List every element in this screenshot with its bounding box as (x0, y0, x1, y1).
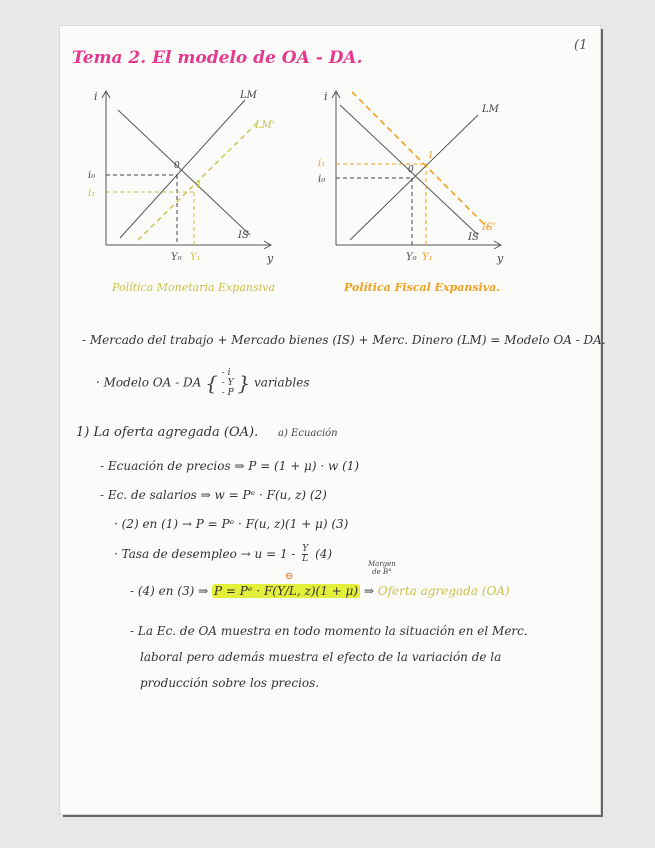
fraction (302, 545, 308, 564)
as-arrow: ⇒ (363, 584, 374, 598)
curve-lm (350, 115, 478, 240)
label-i1: i₁ (88, 188, 96, 199)
model-prefix: · Modelo OA - DA (96, 375, 202, 390)
fiscal-caption: Política Fiscal Expansiva. (344, 281, 501, 294)
fiscal-policy-chart (310, 80, 520, 270)
point-0-label: 0 (174, 161, 180, 171)
equation-wages: - Ec. de salarios ⇒ w = Pᵉ · F(u, z) (2) (100, 488, 327, 502)
label-i: i (324, 90, 328, 103)
brace-close-icon: } (237, 371, 251, 395)
curve-lm (120, 100, 245, 238)
variable-item: - Y (221, 378, 234, 388)
label-is-prime: IS' (482, 222, 496, 233)
label-i0: i₀ (318, 174, 326, 185)
label-y0: Y₀ (406, 252, 417, 263)
variable-item: - P (221, 388, 234, 398)
section-1-subheading: a) Ecuación (278, 428, 338, 439)
label-i: i (94, 90, 98, 103)
label-y: y (497, 252, 504, 265)
page-title: Tema 2. El modelo de OA - DA. (72, 48, 363, 68)
monetary-caption: Política Monetaria Expansiva (112, 281, 275, 294)
paragraph-line-2: laboral pero además muestra el efecto de la variación de la (140, 650, 502, 664)
margin-note-line-1: Margen (368, 560, 396, 568)
equation-prices: - Ecuación de precios ⇒ P = (1 + μ) · w (1) (100, 459, 360, 473)
paragraph-line-3: producción sobre los precios. (140, 676, 320, 690)
label-lm: LM (240, 90, 257, 101)
curve-is-prime (352, 92, 488, 228)
brace-icon: { (205, 371, 218, 395)
label-y1: Y₁ (422, 252, 433, 263)
label-i1: i₁ (318, 158, 326, 169)
fraction-numerator: Y (302, 544, 309, 554)
equation-unemployment (114, 545, 332, 564)
equation-substitution: · (2) en (1) → P = Pᵉ · F(u, z)(1 + μ) (3) (114, 517, 349, 531)
unemployment-suffix: (4) (315, 547, 333, 561)
section-1-heading: 1) La oferta agregada (OA). (76, 425, 259, 440)
circled-minus-icon: ⊖ (285, 571, 294, 582)
page-number: (1 (574, 38, 588, 53)
label-lm: LM (482, 104, 499, 115)
unemployment-prefix: · Tasa de desempleo → u = 1 - (114, 547, 296, 561)
point-0-label: 0 (408, 165, 414, 175)
label-y1: Y₁ (190, 252, 201, 263)
variables-list (222, 368, 234, 398)
as-equation-highlight: P = Pᵉ · F(Y/L, z)(1 + μ) (214, 584, 359, 598)
variables-suffix: variables (254, 375, 310, 390)
margin-note (368, 560, 396, 576)
equation-aggregate-supply (130, 584, 510, 598)
margin-note-line-2: de B° (372, 568, 392, 576)
variable-item: - i (221, 368, 231, 378)
as-prefix: - (4) en (3) ⇒ (130, 584, 209, 598)
label-y: y (267, 252, 274, 265)
note-line-2 (96, 368, 309, 398)
as-result: Oferta agregada (OA) (377, 584, 510, 598)
fraction-denominator: L (302, 554, 309, 564)
label-is: IS (468, 232, 479, 243)
label-is: IS (238, 230, 249, 241)
label-lm-prime: LM' (255, 120, 275, 131)
point-1-label: 1 (196, 181, 202, 191)
note-line-1: - Mercado del trabajo + Mercado bienes (IS) + Merc. Dinero (LM) = Modelo OA - DA. (82, 333, 606, 347)
paragraph-line-1: - La Ec. de OA muestra en todo momento la situación en el Merc. (130, 624, 528, 638)
label-i0: i₀ (88, 170, 96, 181)
label-y0: Y₀ (171, 252, 182, 263)
point-1-label: 1 (428, 151, 434, 161)
monetary-policy-chart (80, 80, 290, 270)
curve-is (118, 110, 250, 235)
